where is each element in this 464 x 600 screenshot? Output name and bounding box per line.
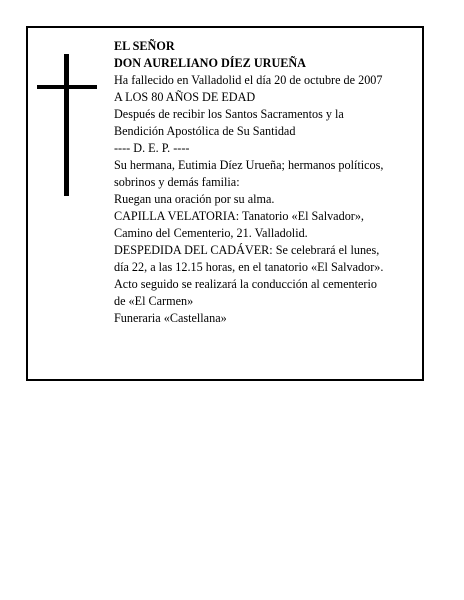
rip-line: ---- D. E. P. ---- bbox=[114, 141, 190, 155]
sacraments-line: Después de recibir los Santos Sacramentos y la bbox=[114, 107, 344, 121]
cemetery-line: de «El Carmen» bbox=[114, 294, 194, 308]
cross-icon bbox=[37, 54, 97, 196]
cross-vertical-bar bbox=[64, 54, 69, 196]
family-line-continued: sobrinos y demás familia: bbox=[114, 175, 240, 189]
age-line: A LOS 80 AÑOS DE EDAD bbox=[114, 90, 256, 104]
obituary-text bbox=[114, 38, 420, 327]
chapel-line: CAPILLA VELATORIA: Tanatorio «El Salvador», bbox=[114, 209, 364, 223]
farewell-line: DESPEDIDA DEL CADÁVER: Se celebrará el lunes, bbox=[114, 243, 380, 257]
death-date-line: Ha fallecido en Valladolid el día 20 de octubre de 2007 bbox=[114, 73, 383, 87]
funeral-home-line: Funeraria «Castellana» bbox=[114, 311, 227, 325]
prayer-request-line: Ruegan una oración por su alma. bbox=[114, 192, 275, 206]
cross-horizontal-bar bbox=[37, 85, 97, 89]
procession-line: Acto seguido se realizará la conducción al cementerio bbox=[114, 277, 377, 291]
farewell-time-line: día 22, a las 12.15 horas, en el tanatorio «El Salvador». bbox=[114, 260, 384, 274]
chapel-address-line: Camino del Cementerio, 21. Valladolid. bbox=[114, 226, 308, 240]
family-line: Su hermana, Eutimia Díez Urueña; hermanos políticos, bbox=[114, 158, 384, 172]
notice-heading-title: EL SEÑOR bbox=[114, 39, 175, 53]
deceased-name: DON AURELIANO DÍEZ URUEÑA bbox=[114, 56, 306, 70]
blessing-line: Bendición Apostólica de Su Santidad bbox=[114, 124, 296, 138]
